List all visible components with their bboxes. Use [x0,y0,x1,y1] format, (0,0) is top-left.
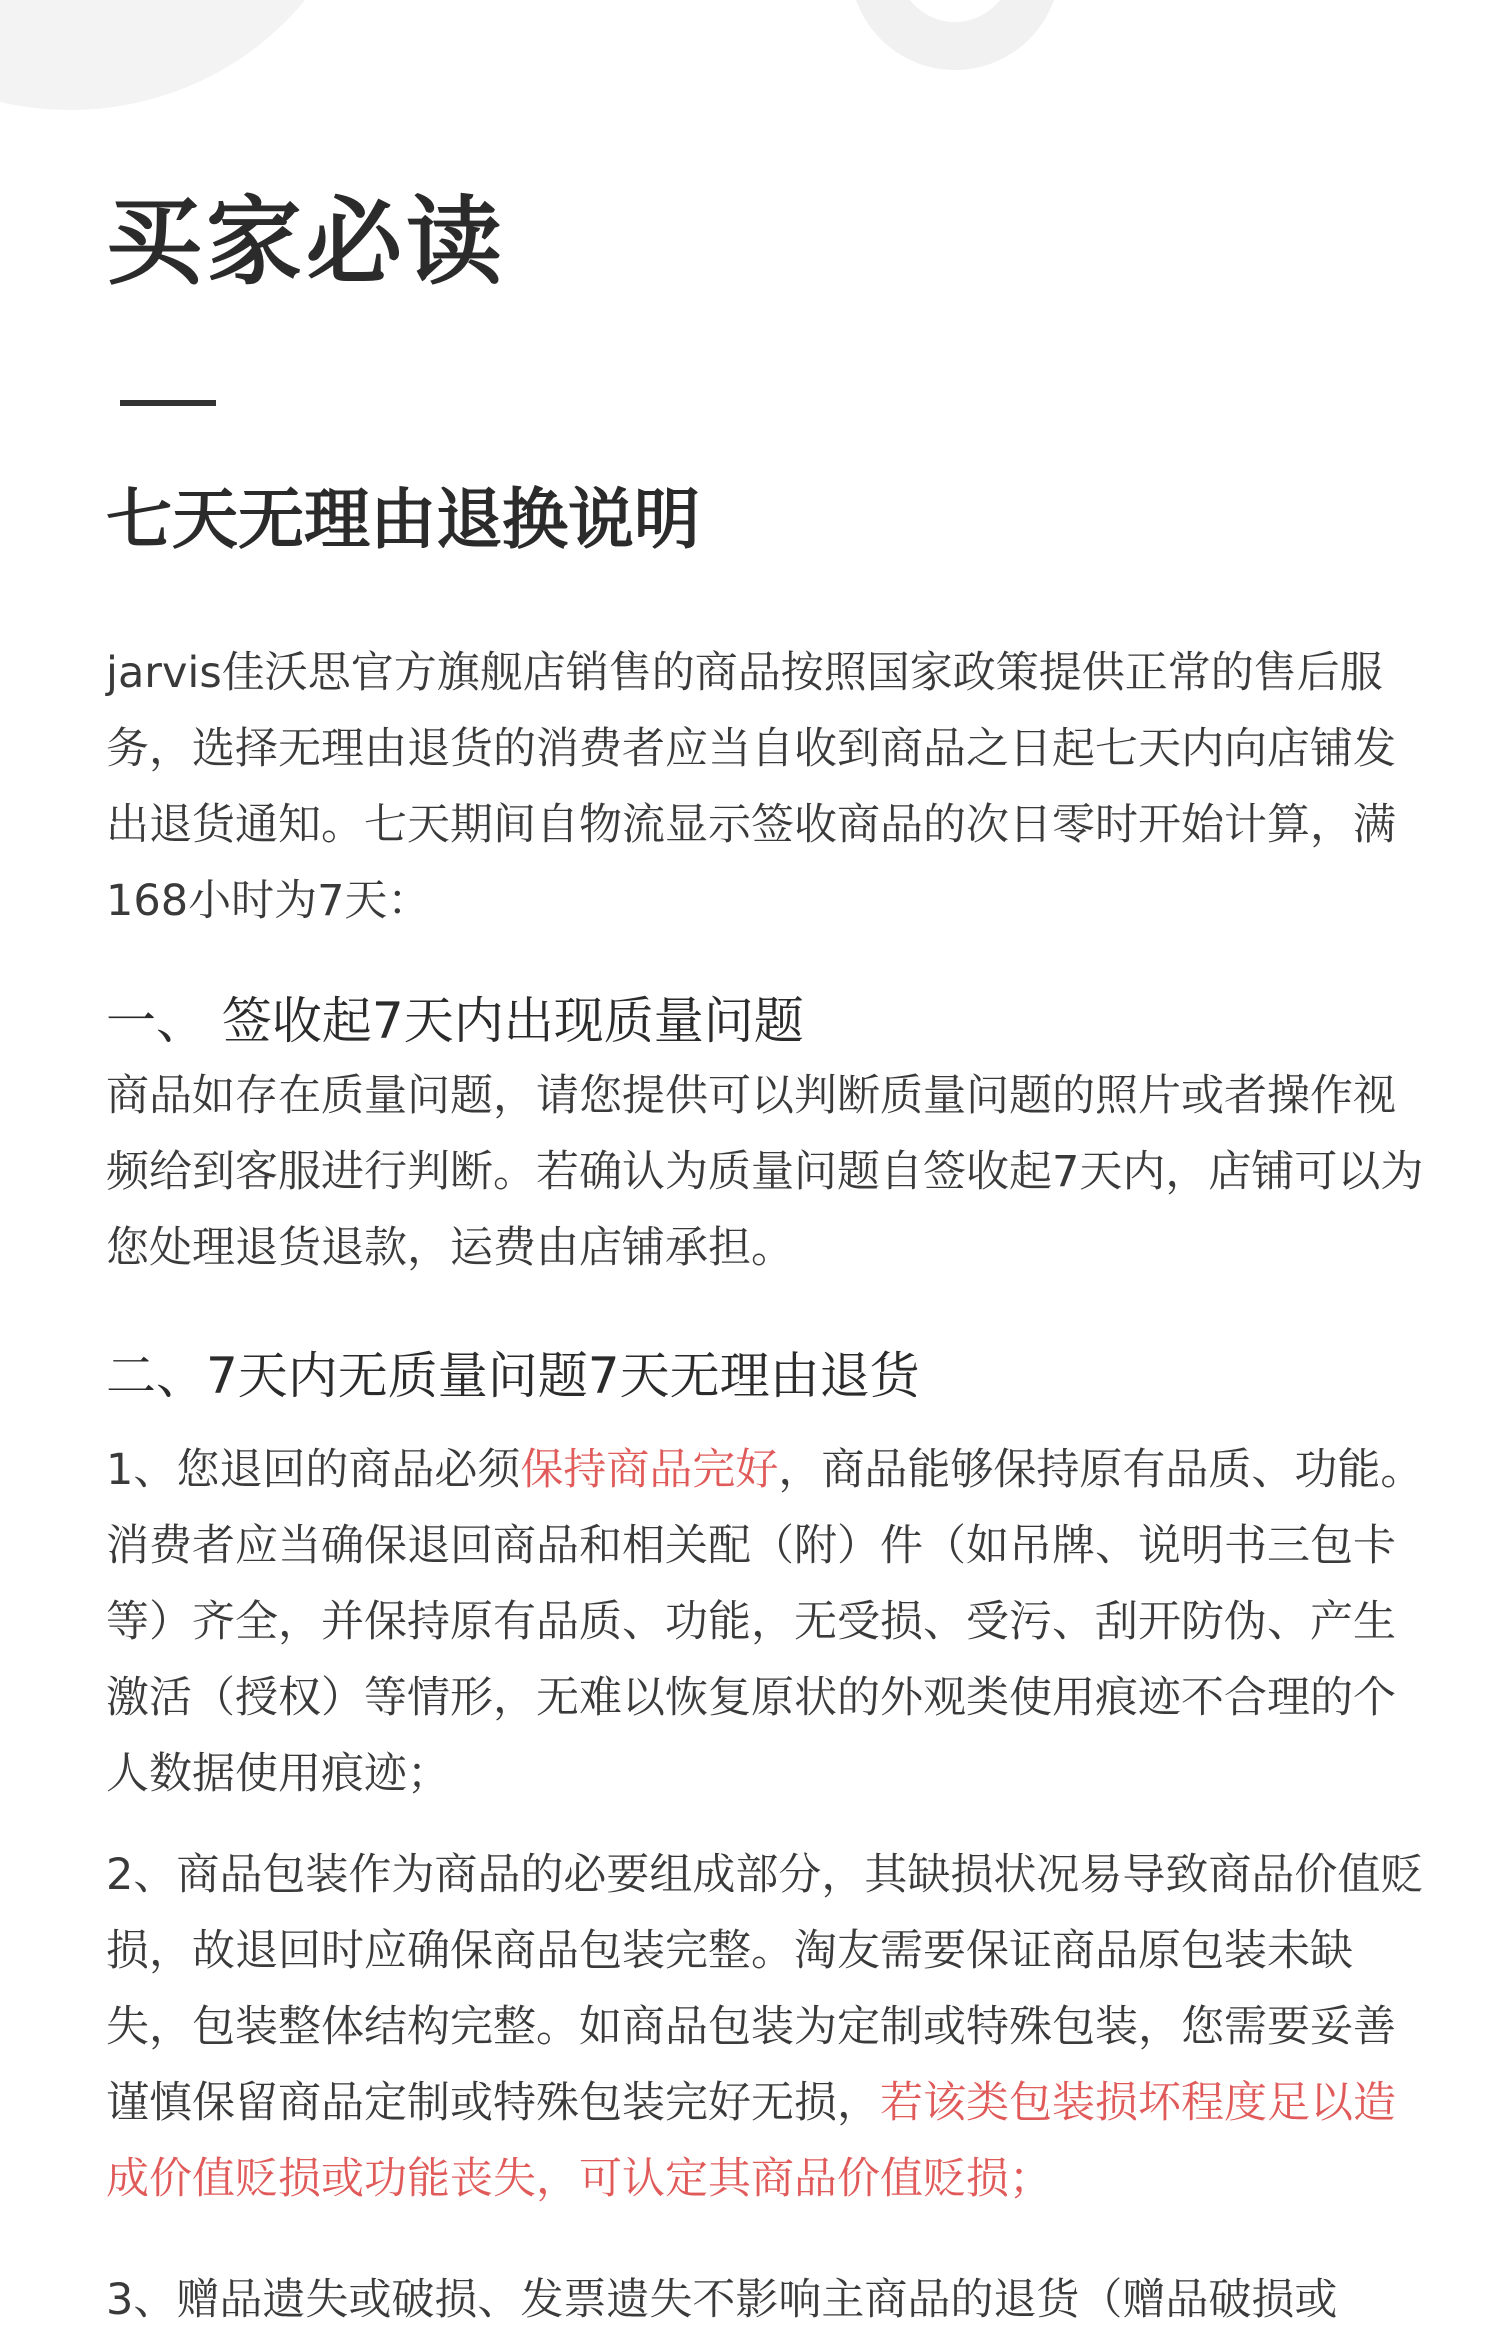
item1-highlight: 保持商品完好 [520,1445,779,1495]
item2-text-pre: 2、商品包装作为商品的必要组成部分，其缺损状况易导致商品价值贬损，故退回时应确保商品包装完整。淘友需要保证商品原包装未缺失，包装整体结构完整。如商品包装为定制或特殊包装，您需要妥善谨慎保留商品定制或特殊包装完好无损， [106,1850,1424,2128]
page-title: 买家必读 [106,186,506,298]
item1-text-post: ，商品能够保持原有品质、功能。消费者应当确保退回商品和相关配（附）件（如吊牌、说明书三包卡等）齐全，并保持原有品质、功能，无受损、受污、刮开防伪、产生激活（授权）等情形，无难以恢复原状的外观类使用痕迹不合理的个人数据使用痕迹； [106,1445,1424,1799]
section2-item1 [106,1432,1436,1812]
section1-paragraph: 商品如存在质量问题，请您提供可以判断质量问题的照片或者操作视频给到客服进行判断。若确认为质量问题自签收起7天内，店铺可以为您处理退货退款，运费由店铺承担。 [106,1071,1424,1273]
section1-heading: 一、 签收起7天内出现质量问题 [106,992,804,1050]
item2-highlight: 若该类包装损坏程度足以造成价值贬损或功能丧失，可认定其商品价值贬损； [106,2078,1396,2204]
section2-item3: 3、赠品遗失或破损、发票遗失不影响主商品的退货（赠品破损或 [106,2275,1338,2325]
section2-item2 [106,1837,1436,2217]
section2-heading: 二、7天内无质量问题7天无理由退货 [106,1347,920,1405]
section-title: 七天无理由退换说明 [106,481,700,558]
title-divider [120,400,216,406]
decorative-ring [850,0,1060,70]
item1-text-pre: 1、您退回的商品必须 [106,1445,521,1495]
intro-paragraph: jarvis佳沃思官方旗舰店销售的商品按照国家政策提供正常的售后服务，选择无理由退货的消费者应当自收到商品之日起七天内向店铺发出退货通知。七天期间自物流显示签收商品的次日零时开始计算，满168小时为7天： [106,648,1396,926]
decorative-circle [0,0,370,110]
